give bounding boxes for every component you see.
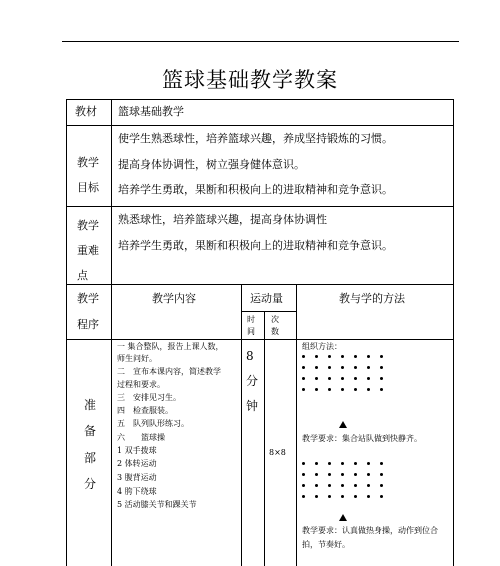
procedure-header-line: 教学 — [77, 292, 99, 305]
org-method-title: 组织方法： — [302, 342, 342, 351]
teacher-triangle-icon — [339, 514, 347, 521]
row-divider — [66, 206, 454, 207]
goals-label-line: 目标 — [77, 181, 99, 194]
formation-dots-1 — [302, 355, 386, 391]
prep-content-line: 师生问好。 — [117, 354, 157, 363]
count-header-line: 数 — [271, 327, 279, 336]
table-border-right — [453, 99, 454, 566]
material-value: 篮球基础教学 — [118, 105, 184, 118]
goals-label-line: 教学 — [77, 156, 99, 169]
col-divider — [296, 284, 297, 566]
header-rule — [62, 41, 459, 42]
method-req-1: 教学要求：集合站队做到快静齐。 — [302, 434, 422, 443]
row-divider — [241, 311, 296, 312]
procedure-header-line: 程序 — [77, 318, 99, 331]
prep-label-char: 备 — [84, 424, 97, 438]
prep-content-line: 四 检查服装。 — [117, 406, 173, 415]
prep-content-line: 4 胯下绕球 — [117, 487, 157, 496]
prep-label-char: 分 — [84, 477, 97, 491]
method-req-2-line: 拍，节奏好。 — [302, 540, 350, 549]
material-label: 教材 — [75, 105, 97, 118]
prep-content-line: 二 宣布本课内容，简述教学 — [117, 367, 221, 376]
lesson-plan-table — [66, 99, 454, 566]
prep-time-line: 分 — [246, 374, 259, 388]
content-header: 教学内容 — [152, 292, 196, 305]
col-divider — [111, 99, 112, 566]
prep-content-line: 六 篮球操 — [117, 433, 165, 442]
prep-label-char: 准 — [84, 398, 97, 412]
formation-dots-2 — [302, 462, 386, 498]
prep-content-line: 3 腹背运动 — [117, 473, 157, 482]
time-header-line: 时 — [247, 315, 255, 324]
table-border-left — [66, 99, 67, 566]
prep-content-line: 一 集合整队，报告上课人数， — [117, 342, 224, 351]
key-line: 熟悉球性，培养篮球兴趣，提高身体协调性 — [118, 213, 327, 226]
time-header-line: 间 — [247, 327, 255, 336]
key-label-line: 点 — [77, 269, 88, 282]
row-divider — [66, 284, 454, 285]
goal-line: 培养学生勇敢，果断和积极向上的进取精神和竞争意识。 — [118, 183, 393, 196]
goal-line: 使学生熟悉球性，培养篮球兴趣，养成坚持锻炼的习惯。 — [118, 132, 393, 145]
prep-content-line: 1 双手拨球 — [117, 446, 157, 455]
table-border-top — [66, 99, 454, 100]
prep-content-line: 5 活动膝关节和踝关节 — [117, 500, 197, 509]
prep-count: 8×8 — [269, 448, 286, 457]
prep-label-char: 部 — [84, 451, 97, 465]
prep-time-line: 钟 — [246, 399, 259, 413]
goal-line: 提高身体协调性，树立强身健体意识。 — [118, 158, 305, 171]
key-label-line: 重难 — [77, 244, 99, 257]
key-label-line: 教学 — [77, 219, 99, 232]
prep-content-line: 过程和要求。 — [117, 380, 165, 389]
method-req-2-line: 教学要求：认真做热身操，动作到位合 — [302, 526, 438, 535]
row-divider — [66, 125, 454, 126]
load-header: 运动量 — [250, 292, 283, 305]
col-divider — [241, 284, 242, 566]
prep-content-line: 2 体转运动 — [117, 459, 157, 468]
count-header-line: 次 — [271, 315, 279, 324]
page-title: 篮球基础教学教案 — [162, 68, 338, 92]
col-divider — [264, 311, 265, 566]
prep-content-line: 五 队列队形练习。 — [117, 419, 189, 428]
prep-content-line: 三 安排见习生。 — [117, 393, 181, 402]
prep-time-line: 8 — [246, 349, 254, 363]
teacher-triangle-icon — [339, 421, 347, 428]
method-header: 教与学的方法 — [339, 292, 405, 305]
row-divider — [66, 339, 454, 340]
key-line: 培养学生勇敢，果断和积极向上的进取精神和竞争意识。 — [118, 239, 393, 252]
